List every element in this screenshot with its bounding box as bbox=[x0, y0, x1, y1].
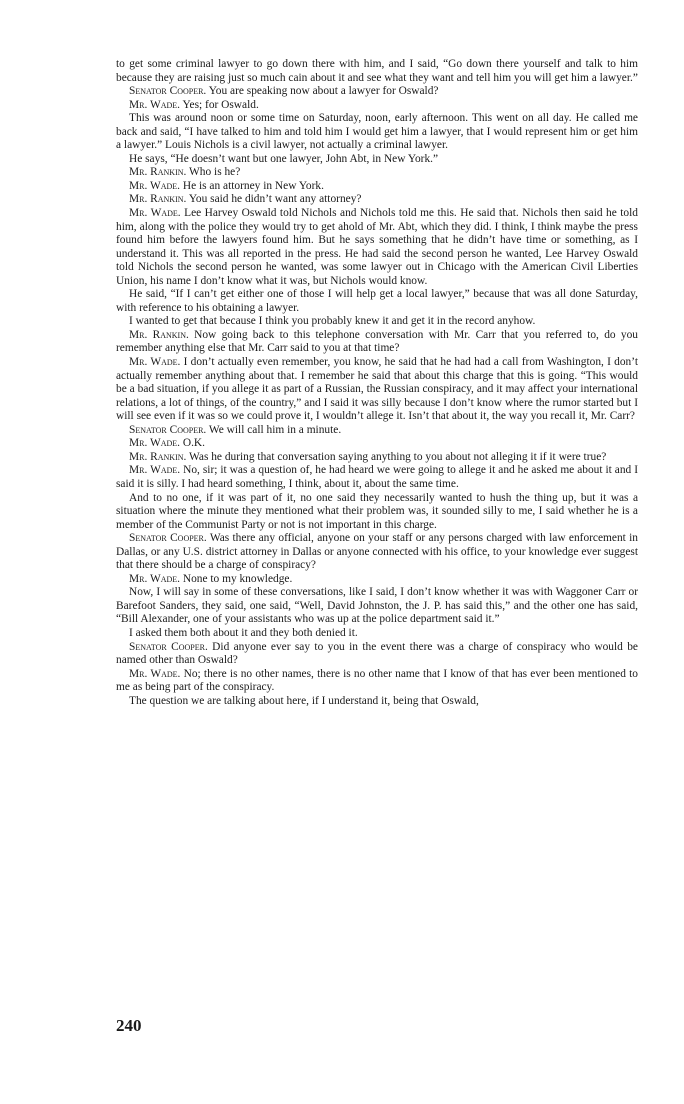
paragraph-2: Senator Cooper. You are speaking now about a lawyer for Oswald? bbox=[129, 85, 439, 98]
speaker-label: Mr. Wade. bbox=[129, 98, 180, 111]
paragraph-14: Senator Cooper. We will call him in a minute. bbox=[129, 423, 342, 436]
paragraph-24: Mr. Wade. No; there is no other names, there is no other name that I know of that has ever been mentioned to me as being part of the conspiracy. bbox=[116, 667, 639, 694]
speaker-label: Senator Cooper. bbox=[129, 423, 207, 436]
speaker-label: Mr. Wade. bbox=[129, 179, 180, 192]
speaker-label: Senator Cooper. bbox=[129, 85, 207, 98]
speaker-label: Mr. Rankin. bbox=[129, 166, 187, 179]
paragraph-7: Mr. Wade. He is an attorney in New York. bbox=[129, 179, 324, 192]
paragraph-10: He said, “If I can’t get either one of those I will help get a local lawyer,” because that was all done Saturday, with reference to his obtaining a lawyer. bbox=[116, 288, 638, 314]
speaker-label: Mr. Rankin. bbox=[129, 193, 187, 206]
speaker-label: Mr. Wade. bbox=[129, 667, 181, 680]
speaker-label: Senator Cooper. bbox=[129, 532, 207, 545]
paragraph-17: Mr. Wade. No, sir; it was a question of, he had heard we were going to allege it and he asked me about it and I said it is silly. I had heard something, I think, about it, about the same time. bbox=[116, 464, 638, 490]
speaker-label: Mr. Wade. bbox=[129, 464, 181, 477]
speaker-label: Senator Cooper. bbox=[129, 640, 208, 653]
paragraph-9: Mr. Wade. Lee Harvey Oswald told Nichols and Nichols told me this. He said that. Nichols then said he told him, along with the police they would try to get ahold of Mr. Abt, which they did. I think, I think maybe the press found him before the lawyers found him. But he says something that he didn’t have time or something, as I understand it. This was all reported in the press. He had said the second person he wanted, Lee Harvey Oswald told Nichols the second person he wanted, was some lawyer out in Chicago with the American Civil Liberties Union, his name I don’t know what it was, but Nichols would know. bbox=[116, 207, 638, 287]
speaker-label: Mr. Rankin. bbox=[129, 328, 189, 341]
speaker-label: Mr. Wade. bbox=[129, 207, 181, 220]
paragraph-3: Mr. Wade. Yes; for Oswald. bbox=[129, 98, 259, 111]
paragraph-21: Now, I will say in some of these conversations, like I said, I don’t know whether it was with Waggoner Carr or Barefoot Sanders, they said, one said, “Well, David Johnston, the J. P. has said this,” and the other one has said, “Bill Alexander, one of your assistants who was up at the police department said it.” bbox=[116, 586, 638, 626]
paragraph-6: Mr. Rankin. Who is he? bbox=[129, 166, 241, 179]
paragraph-12: Mr. Rankin. Now going back to this telephone conversation with Mr. Carr that you referred to, do you remember anything else that Mr. Carr said to you at that time? bbox=[116, 328, 638, 355]
paragraph-22: I asked them both about it and they both denied it. bbox=[129, 626, 358, 639]
transcript-body bbox=[116, 58, 638, 708]
paragraph-13: Mr. Wade. I don’t actually even remember, you know, he said that he had had a call from Washington, I don’t actually remember anything about that. I remember he said that about this charge that this is going. “This would be a bad situation, if you allege it as part of a Russian, the Russian conspiracy, and it may affect your international relations, a lot of things, of the country,” and I said it was silly because I don’t know where the rumor started but I will see even if it was so we could prove it, I wouldn’t allege it. Isn’t that about it, the way you recall it, Mr. Carr? bbox=[116, 356, 639, 423]
paragraph-20: Mr. Wade. None to my knowledge. bbox=[129, 572, 293, 585]
paragraph-8: Mr. Rankin. You said he didn’t want any attorney? bbox=[129, 193, 362, 206]
paragraph-25: The question we are talking about here, if I understand it, being that Oswald, bbox=[129, 694, 479, 707]
speaker-label: Mr. Wade. bbox=[129, 437, 180, 450]
paragraph-19: Senator Cooper. Was there any official, anyone on your staff or any persons charged with law enforcement in Dallas, or any U.S. district attorney in Dallas or anyone connected with his office, to your knowledge ever suggest that there should be a charge of conspiracy? bbox=[116, 532, 639, 572]
speaker-label: Mr. Rankin. bbox=[129, 450, 187, 463]
page-number: 240 bbox=[116, 1016, 142, 1035]
paragraph-1: to get some criminal lawyer to go down there with him, and I said, “Go down there yourself and talk to him because they are raising just so much cain about it and see what they want and tell him you will get him a lawyer.” bbox=[116, 58, 638, 84]
speaker-label: Mr. Wade. bbox=[129, 356, 181, 369]
paragraph-16: Mr. Rankin. Was he during that conversation saying anything to you about not alleging it if it were true? bbox=[129, 450, 607, 463]
paragraph-11: I wanted to get that because I think you probably knew it and get it in the record anyhow. bbox=[129, 315, 536, 328]
paragraph-5: He says, “He doesn’t want but one lawyer, John Abt, in New York.” bbox=[129, 152, 439, 165]
paragraph-18: And to no one, if it was part of it, no one said they necessarily wanted to hush the thing up, but it was a situation where the minute they mentioned what their problem was, it sounded silly to me, I said whether he is a member of the Communist Party or not is not important in this charge. bbox=[116, 491, 638, 531]
paragraph-4: This was around noon or some time on Saturday, noon, early afternoon. This went on all day. He called me back and said, “I have talked to him and told him I would get him a lawyer, that I would represent him or get him a lawyer.” Louis Nichols is a civil lawyer, not actually a criminal lawyer. bbox=[116, 112, 638, 152]
speaker-label: Mr. Wade. bbox=[129, 572, 180, 585]
paragraph-23: Senator Cooper. Did anyone ever say to you in the event there was a charge of conspiracy who would be named other than Oswald? bbox=[116, 640, 638, 667]
paragraph-15: Mr. Wade. O.K. bbox=[129, 437, 206, 450]
